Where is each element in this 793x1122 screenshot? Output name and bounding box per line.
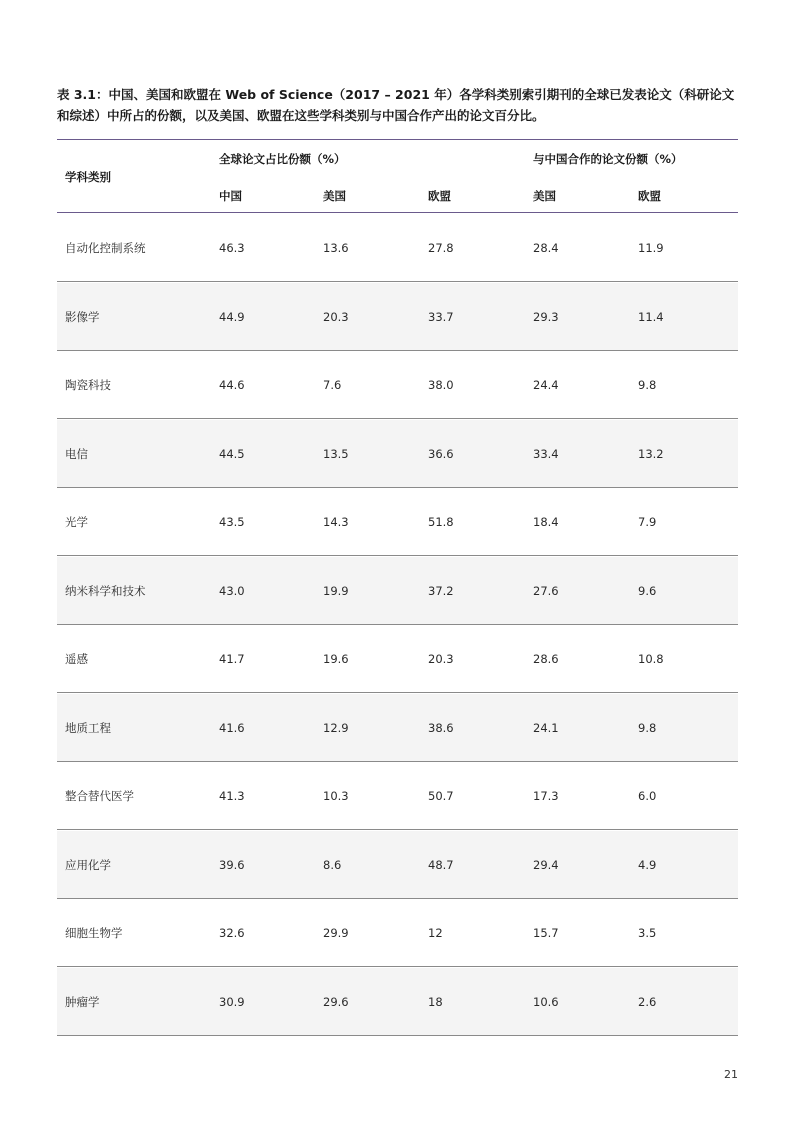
cell-collab-us: 15.7 [533, 926, 559, 940]
cell-collab-eu: 2.6 [638, 994, 657, 1009]
cell-eu: 27.8 [428, 241, 454, 255]
header-category: 学科类别 [65, 170, 111, 184]
cell-us: 29.6 [323, 994, 349, 1009]
cell-collab-us: 10.6 [533, 994, 559, 1009]
cell-china: 43.0 [219, 583, 245, 598]
table-row [57, 557, 738, 625]
row-category: 细胞生物学 [65, 926, 123, 940]
cell-china: 44.9 [219, 309, 245, 324]
table-top-rule [57, 139, 738, 140]
cell-eu: 38.0 [428, 378, 454, 392]
cell-us: 7.6 [323, 378, 342, 392]
row-category: 陶瓷科技 [65, 378, 111, 392]
cell-collab-eu: 9.8 [638, 720, 657, 735]
row-category: 整合替代医学 [65, 789, 134, 803]
cell-collab-us: 24.4 [533, 378, 559, 392]
row-category: 影像学 [65, 309, 100, 324]
row-category: 地质工程 [65, 720, 111, 735]
cell-china: 43.5 [219, 515, 245, 529]
table-header-rule [57, 212, 738, 213]
row-category: 电信 [65, 446, 88, 461]
table-row [57, 420, 738, 488]
table-caption: 表 3.1：中国、美国和欧盟在 Web of Science（2017 – 2021 年）各学科类别索引期刊的全球已发表论文（科研论文和综述）中所占的份额，以及美国、欧盟在这些学科类别与中国合作产出的论文百分比。 [57, 87, 735, 123]
cell-us: 10.3 [323, 789, 349, 803]
cell-collab-eu: 10.8 [638, 652, 664, 666]
cell-collab-us: 18.4 [533, 515, 559, 529]
table-row [57, 488, 738, 556]
header-col-china: 中国 [219, 189, 242, 203]
cell-us: 20.3 [323, 309, 349, 324]
cell-us: 8.6 [323, 857, 342, 872]
table-row [57, 694, 738, 762]
cell-collab-us: 17.3 [533, 789, 559, 803]
cell-collab-us: 29.3 [533, 309, 559, 324]
cell-collab-eu: 11.4 [638, 309, 664, 324]
row-category: 纳米科学和技术 [65, 583, 146, 598]
cell-collab-us: 28.6 [533, 652, 559, 666]
cell-collab-us: 24.1 [533, 720, 559, 735]
row-category: 光学 [65, 515, 88, 529]
header-group-global: 全球论文占比份额（%） [219, 152, 346, 166]
row-category: 应用化学 [65, 857, 111, 872]
cell-eu: 33.7 [428, 309, 454, 324]
cell-us: 19.9 [323, 583, 349, 598]
table-row [57, 214, 738, 282]
header-col-collab-eu: 欧盟 [638, 189, 661, 203]
cell-eu: 20.3 [428, 652, 454, 666]
cell-china: 41.3 [219, 789, 245, 803]
cell-us: 13.5 [323, 446, 349, 461]
cell-collab-eu: 7.9 [638, 515, 657, 529]
cell-collab-us: 29.4 [533, 857, 559, 872]
cell-china: 44.6 [219, 378, 245, 392]
cell-us: 14.3 [323, 515, 349, 529]
cell-eu: 48.7 [428, 857, 454, 872]
cell-eu: 38.6 [428, 720, 454, 735]
cell-china: 32.6 [219, 926, 245, 940]
table-row [57, 899, 738, 967]
cell-china: 41.7 [219, 652, 245, 666]
row-category: 肿瘤学 [65, 994, 100, 1009]
cell-collab-eu: 3.5 [638, 926, 657, 940]
cell-eu: 51.8 [428, 515, 454, 529]
cell-collab-eu: 4.9 [638, 857, 657, 872]
header-col-us: 美国 [323, 189, 346, 203]
table-row [57, 351, 738, 419]
cell-eu: 18 [428, 994, 443, 1009]
cell-eu: 12 [428, 926, 443, 940]
table-row [57, 762, 738, 830]
header-col-collab-us: 美国 [533, 189, 556, 203]
header-group-collab: 与中国合作的论文份额（%） [533, 152, 683, 166]
row-category: 自动化控制系统 [65, 241, 146, 255]
cell-collab-us: 33.4 [533, 446, 559, 461]
page-number: 21 [724, 1068, 738, 1081]
cell-collab-us: 27.6 [533, 583, 559, 598]
table-row [57, 283, 738, 351]
cell-collab-eu: 13.2 [638, 446, 664, 461]
cell-us: 29.9 [323, 926, 349, 940]
cell-collab-eu: 9.8 [638, 378, 657, 392]
table-row [57, 831, 738, 899]
cell-us: 13.6 [323, 241, 349, 255]
cell-china: 44.5 [219, 446, 245, 461]
cell-collab-eu: 9.6 [638, 583, 657, 598]
table-row [57, 968, 738, 1036]
cell-collab-eu: 6.0 [638, 789, 657, 803]
cell-collab-eu: 11.9 [638, 241, 664, 255]
cell-china: 46.3 [219, 241, 245, 255]
cell-china: 39.6 [219, 857, 245, 872]
cell-collab-us: 28.4 [533, 241, 559, 255]
cell-eu: 37.2 [428, 583, 454, 598]
cell-eu: 36.6 [428, 446, 454, 461]
cell-china: 30.9 [219, 994, 245, 1009]
cell-us: 12.9 [323, 720, 349, 735]
cell-us: 19.6 [323, 652, 349, 666]
table-row [57, 625, 738, 693]
row-category: 遥感 [65, 652, 88, 666]
cell-china: 41.6 [219, 720, 245, 735]
cell-eu: 50.7 [428, 789, 454, 803]
header-col-eu: 欧盟 [428, 189, 451, 203]
